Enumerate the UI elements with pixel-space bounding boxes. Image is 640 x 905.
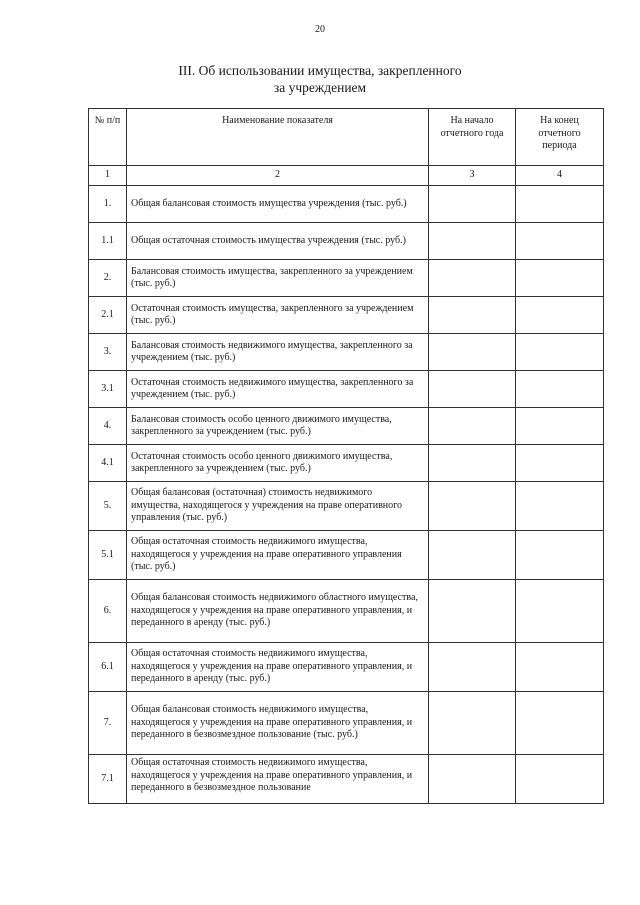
row-indicator-name: Общая балансовая стоимость недвижимого областного имущества, находящегося у учреждения на праве оперативного управления, и переданного в аренду (тыс. руб.) xyxy=(127,580,429,643)
row-start-value-cell[interactable] xyxy=(429,643,516,692)
table-row xyxy=(89,531,604,580)
row-end-value-cell[interactable] xyxy=(516,297,604,334)
row-number: 1. xyxy=(89,186,127,223)
row-start-value-cell[interactable] xyxy=(429,260,516,297)
row-number: 5. xyxy=(89,482,127,531)
row-start-value-cell[interactable] xyxy=(429,297,516,334)
table-row xyxy=(89,482,604,531)
row-number: 2. xyxy=(89,260,127,297)
section-title-line-2: за учреждением xyxy=(273,80,367,95)
row-indicator-name: Остаточная стоимость имущества, закрепленного за учреждением (тыс. руб.) xyxy=(127,297,429,334)
row-end-value-cell[interactable] xyxy=(516,755,604,804)
row-number: 7.1 xyxy=(89,755,127,804)
property-usage-table xyxy=(88,108,604,804)
section-title-line-1: III. Об использовании имущества, закрепленного xyxy=(178,63,462,78)
row-end-value-cell[interactable] xyxy=(516,408,604,445)
row-number: 1.1 xyxy=(89,223,127,260)
row-start-value-cell[interactable] xyxy=(429,580,516,643)
row-end-value-cell[interactable] xyxy=(516,482,604,531)
section-title xyxy=(0,62,640,96)
row-end-value-cell[interactable] xyxy=(516,692,604,755)
row-indicator-name: Остаточная стоимость недвижимого имущества, закрепленного за учреждением (тыс. руб.) xyxy=(127,371,429,408)
row-indicator-name: Остаточная стоимость особо ценного движимого имущества, закрепленного за учреждением (тыс. руб.) xyxy=(127,445,429,482)
row-start-value-cell[interactable] xyxy=(429,755,516,804)
table-row xyxy=(89,692,604,755)
row-indicator-name: Балансовая стоимость недвижимого имущества, закрепленного за учреждением (тыс. руб.) xyxy=(127,334,429,371)
row-end-value-cell[interactable] xyxy=(516,580,604,643)
row-start-value-cell[interactable] xyxy=(429,445,516,482)
row-start-value-cell[interactable] xyxy=(429,334,516,371)
column-number: 1 xyxy=(89,166,127,186)
row-number: 6. xyxy=(89,580,127,643)
row-number: 6.1 xyxy=(89,643,127,692)
row-number: 4.1 xyxy=(89,445,127,482)
row-end-value-cell[interactable] xyxy=(516,643,604,692)
row-end-value-cell[interactable] xyxy=(516,260,604,297)
column-number: 2 xyxy=(127,166,429,186)
column-number: 4 xyxy=(516,166,604,186)
row-end-value-cell[interactable] xyxy=(516,334,604,371)
row-number: 4. xyxy=(89,408,127,445)
header-indicator-name: Наименование показателя xyxy=(127,109,429,166)
row-indicator-name: Балансовая стоимость особо ценного движимого имущества, закрепленного за учреждением (тыс. руб.) xyxy=(127,408,429,445)
table-row xyxy=(89,223,604,260)
table-row xyxy=(89,643,604,692)
row-number: 2.1 xyxy=(89,297,127,334)
table-row xyxy=(89,445,604,482)
column-number: 3 xyxy=(429,166,516,186)
row-start-value-cell[interactable] xyxy=(429,692,516,755)
row-indicator-name: Общая остаточная стоимость имущества учреждения (тыс. руб.) xyxy=(127,223,429,260)
row-end-value-cell[interactable] xyxy=(516,531,604,580)
row-end-value-cell[interactable] xyxy=(516,445,604,482)
page-number: 20 xyxy=(315,24,325,35)
table-row xyxy=(89,334,604,371)
table-row xyxy=(89,297,604,334)
table-row xyxy=(89,186,604,223)
row-start-value-cell[interactable] xyxy=(429,482,516,531)
row-end-value-cell[interactable] xyxy=(516,186,604,223)
row-indicator-name: Общая балансовая (остаточная) стоимость недвижимого имущества, находящегося у учреждения на праве оперативного управления (тыс. руб.) xyxy=(127,482,429,531)
row-indicator-name: Общая остаточная стоимость недвижимого имущества, находящегося у учреждения на праве оперативного управления (тыс. руб.) xyxy=(127,531,429,580)
table-header-row xyxy=(89,109,604,166)
row-indicator-name: Общая балансовая стоимость недвижимого имущества, находящегося у учреждения на праве оперативного управления, и переданного в безвозмездное пользование (тыс. руб.) xyxy=(127,692,429,755)
row-start-value-cell[interactable] xyxy=(429,186,516,223)
table-row xyxy=(89,371,604,408)
table-row xyxy=(89,755,604,804)
header-number: № п/п xyxy=(89,109,127,166)
row-start-value-cell[interactable] xyxy=(429,531,516,580)
row-end-value-cell[interactable] xyxy=(516,223,604,260)
row-number: 3. xyxy=(89,334,127,371)
row-start-value-cell[interactable] xyxy=(429,408,516,445)
header-start-of-year: На начало отчетного года xyxy=(429,109,516,166)
row-indicator-name: Общая остаточная стоимость недвижимого имущества, находящегося у учреждения на праве оперативного управления, и переданного в аренду (тыс. руб.) xyxy=(127,643,429,692)
row-start-value-cell[interactable] xyxy=(429,371,516,408)
header-end-of-period: На конец отчетного периода xyxy=(516,109,604,166)
row-indicator-name: Общая остаточная стоимость недвижимого имущества, находящегося у учреждения на праве оперативного управления, и переданного в безвозмездное пользование xyxy=(127,755,429,804)
row-end-value-cell[interactable] xyxy=(516,371,604,408)
column-numbers-row xyxy=(89,166,604,186)
row-number: 7. xyxy=(89,692,127,755)
row-indicator-name: Балансовая стоимость имущества, закрепленного за учреждением (тыс. руб.) xyxy=(127,260,429,297)
row-number: 5.1 xyxy=(89,531,127,580)
table-row xyxy=(89,260,604,297)
table-row xyxy=(89,408,604,445)
row-start-value-cell[interactable] xyxy=(429,223,516,260)
row-indicator-name: Общая балансовая стоимость имущества учреждения (тыс. руб.) xyxy=(127,186,429,223)
row-number: 3.1 xyxy=(89,371,127,408)
table-row xyxy=(89,580,604,643)
